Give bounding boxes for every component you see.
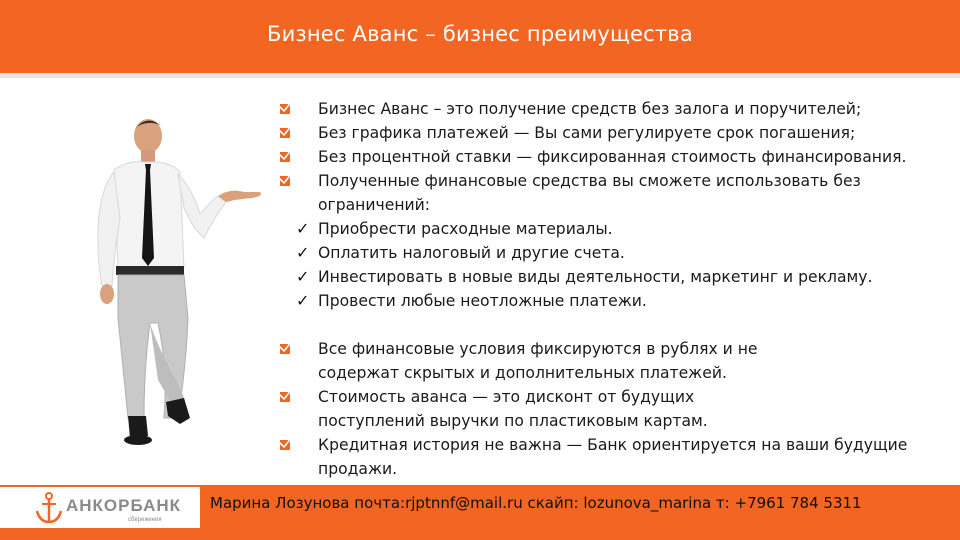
checkmark-icon: ✓ <box>296 219 310 238</box>
list-item-text: Кредитная история не важна — Банк ориентируется на ваши будущие продажи. <box>318 436 908 478</box>
list-item-text: Без процентной ставки — фиксированная стоимость финансирования. <box>318 148 907 166</box>
slide-title: Бизнес Аванс – бизнес преимущества <box>267 21 693 46</box>
orange-checkbox-icon <box>278 389 292 403</box>
checkmark-icon: ✓ <box>296 243 310 262</box>
bank-logo-name: АНКОРБАНК <box>66 496 181 515</box>
list-item-text: Бизнес Аванс – это получение средств без залога и поручителей; <box>318 100 862 118</box>
list-item <box>296 217 938 241</box>
checkmark-icon: ✓ <box>296 291 310 310</box>
list-item-text: Приобрести расходные материалы. <box>318 220 613 238</box>
list-item <box>318 121 938 145</box>
contact-info: Марина Лозунова почта:rjptnnf@mail.ru скайп: lozunova_marina т: +7961 784 5311 <box>210 494 862 512</box>
bank-logo-tagline: сбережения <box>128 517 162 523</box>
checkmark-icon: ✓ <box>296 267 310 286</box>
list-item-text: Стоимость аванса — это дисконт от будущих поступлений выручки по пластиковым картам. <box>318 388 708 430</box>
list-item <box>318 337 768 385</box>
list-item <box>296 289 938 313</box>
orange-checkbox-icon <box>278 173 292 187</box>
list-item <box>318 433 928 481</box>
list-item <box>318 385 728 433</box>
orange-checkbox-icon <box>278 437 292 451</box>
slide-header <box>0 0 960 73</box>
list-item-text: Без графика платежей — Вы сами регулируете срок погашения; <box>318 124 856 142</box>
list-item-text: Провести любые неотложные платежи. <box>318 292 647 310</box>
orange-checkbox-icon <box>278 149 292 163</box>
list-item <box>318 169 898 217</box>
orange-checkbox-icon <box>278 125 292 139</box>
header-divider <box>0 73 960 78</box>
orange-checkbox-icon <box>278 101 292 115</box>
anchor-logo-icon <box>34 491 64 525</box>
orange-checkbox-icon <box>278 341 292 355</box>
list-item <box>318 97 938 121</box>
businessman-illustration <box>88 118 273 463</box>
list-item-text: Оплатить налоговый и другие счета. <box>318 244 625 262</box>
list-item <box>296 241 938 265</box>
list-item-text: Полученные финансовые средства вы сможете использовать без ограничений: <box>318 172 861 214</box>
list-item-text: Инвестировать в новые виды деятельности, маркетинг и рекламу. <box>318 268 873 286</box>
list-item <box>318 145 938 169</box>
list-item-text: Все финансовые условия фиксируются в рублях и не содержат скрытых и дополнительных платежей. <box>318 340 758 382</box>
list-item <box>296 265 938 289</box>
